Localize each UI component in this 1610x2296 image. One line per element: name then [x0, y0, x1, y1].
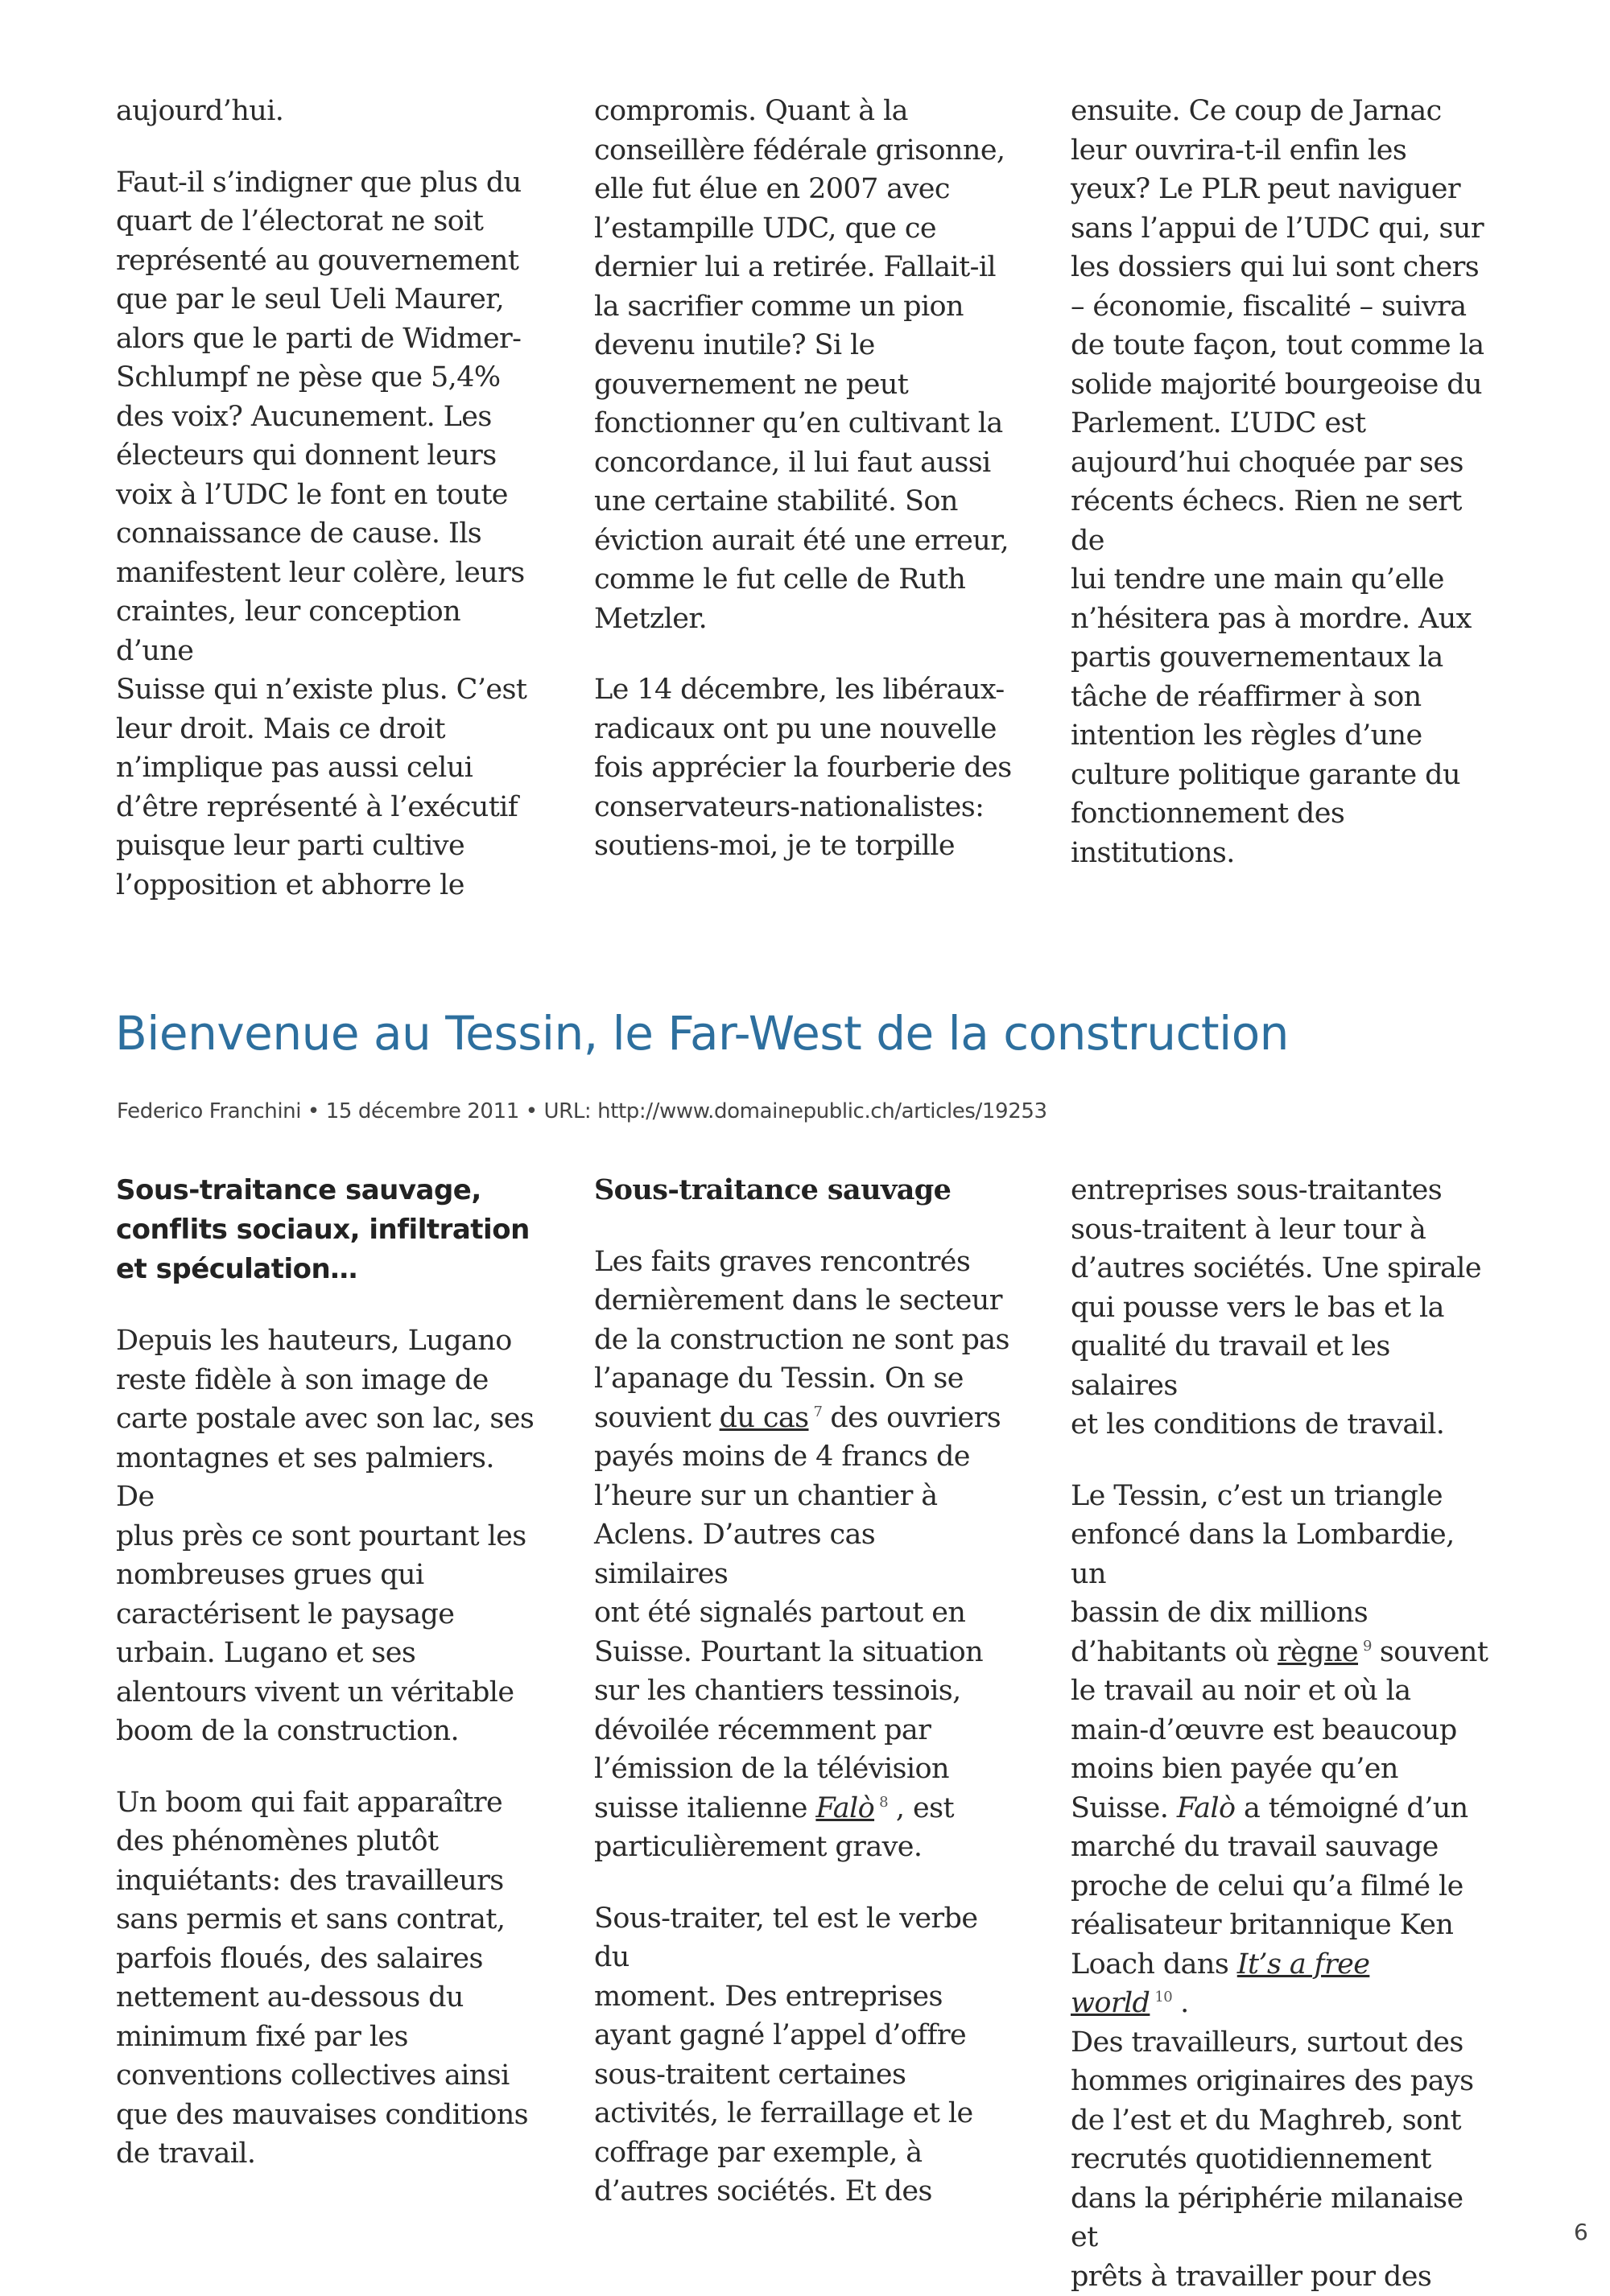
text-run: des ouvriers payés moins de 4 francs de l’heure sur un chantier à Aclens. D’autres cas similaires ont été signalés partout en Suisse. Pourtant la situation sur les chantiers tessinois, dévoilée récemment par l’émission de la télévision suisse italienne: [594, 1402, 1001, 1824]
footnote-marker[interactable]: 7: [814, 1404, 823, 1420]
text-run: souvent le travail au noir et où la main-d’œuvre est beaucoup moins bien payée qu’en Suisse.: [1071, 1636, 1488, 1824]
paragraph: Depuis les hauteurs, Lugano reste fidèle à son image de carte postale avec son lac, ses montagnes et ses palmiers. De plus près ce sont pourtant les nombreuses grues qui caractérisent le paysage urbain. Lugano et ses alentours vivent un véritable boom de la construction.: [116, 1321, 535, 1751]
article-title: Bienvenue au Tessin, le Far-West de la construction: [115, 1003, 1289, 1064]
text-run: , est particulièrement grave.: [594, 1792, 954, 1864]
page-number: 6: [1574, 2219, 1588, 2245]
article-column-1: [116, 1171, 535, 2174]
emphasis-falo: Falò: [1177, 1792, 1236, 1824]
text-run: a témoigné d’un marché du travail sauvage proche de celui qu’a filmé le réalisateur britannique Ken Loach dans: [1071, 1792, 1468, 1981]
paragraph: Faut-il s’indigner que plus du quart de l’électorat ne soit représenté au gouvernement que par le seul Ueli Maurer, alors que le parti de Widmer- Schlumpf ne pèse que 5,4% des voix? Aucunement. Les électeurs qui donnent leurs voix à l’UDC le font en toute connaissance de cause. Ils manifestent leur colère, leurs craintes, leur conception d’une Suisse qui n’existe plus. C’est leur droit. Mais ce droit n’implique pas aussi celui d’être représenté à l’exécutif puisque leur parti cultive l’opposition et abhorre le: [116, 163, 535, 905]
article-byline: Federico Franchini • 15 décembre 2011 • URL: http://www.domainepublic.ch/articles/19253: [117, 1097, 1047, 1126]
footnote-marker[interactable]: 8: [879, 1794, 888, 1811]
footnote-marker[interactable]: 9: [1363, 1638, 1372, 1655]
link-regne[interactable]: règne: [1278, 1636, 1358, 1668]
paragraph: Le 14 décembre, les libéraux- radicaux ont pu une nouvelle fois apprécier la fourberie des conservateurs-nationalistes: soutiens-moi, je te torpille: [594, 670, 1013, 866]
paragraph: aujourd’hui.: [116, 92, 535, 131]
prev-article-column-2: [594, 92, 1013, 866]
link-its-a-free-world[interactable]: It’s a free world: [1071, 1948, 1369, 2020]
paragraph: compromis. Quant à la conseillère fédérale grisonne, elle fut élue en 2007 avec l’estampille UDC, que ce dernier lui a retirée. Fallait-il la sacrifier comme un pion devenu inutile? Si le gouvernement ne peut fonctionner qu’en cultivant la concordance, il lui faut aussi une certaine stabilité. Son éviction aurait été une erreur, comme le fut celle de Ruth Metzler.: [594, 92, 1013, 638]
paragraph: ensuite. Ce coup de Jarnac leur ouvrira-t-il enfin les yeux? Le PLR peut naviguer sans l’appui de l’UDC qui, sur les dossiers qui lui sont chers – économie, fiscalité – suivra de toute façon, tout comme la solide majorité bourgeoise du Parlement. L’UDC est aujourd’hui choquée par ses récents échecs. Rien ne sert de lui tendre une main qu’elle n’hésitera pas à mordre. Aux partis gouvernementaux la tâche de réaffirmer à son intention les règles d’une culture politique garante du fonctionnement des institutions.: [1071, 92, 1489, 872]
section-subheading: Sous-traitance sauvage: [594, 1171, 1013, 1210]
link-falo[interactable]: Falò: [815, 1792, 874, 1824]
paragraph: [1071, 1477, 1489, 2296]
footnote-marker[interactable]: 10: [1154, 1989, 1172, 2005]
article-column-3: [1071, 1171, 1489, 2296]
article-column-2: [594, 1171, 1013, 2211]
article-lead: Sous-traitance sauvage, conflits sociaux, infiltration et spéculation…: [116, 1171, 535, 1289]
paragraph: Sous-traiter, tel est le verbe du moment. Des entreprises ayant gagné l’appel d’offre sous-traitent certaines activités, le ferraillage et le coffrage par exemple, à d’autres sociétés. Et des: [594, 1899, 1013, 2211]
text-run: Le Tessin, c’est un triangle enfoncé dans la Lombardie, un bassin de dix millions d’habitants où: [1071, 1480, 1455, 1668]
prev-article-column-1: [116, 92, 535, 905]
prev-article-column-3: [1071, 92, 1489, 872]
link-du-cas[interactable]: du cas: [720, 1402, 809, 1434]
text-run: Les faits graves rencontrés dernièrement dans le secteur de la construction ne sont pas l’apanage du Tessin. On se souvient: [594, 1246, 1009, 1434]
paragraph: Un boom qui fait apparaître des phénomènes plutôt inquiétants: des travailleurs sans permis et sans contrat, parfois floués, des salaires nettement au-dessous du minimum fixé par les conventions collectives ainsi que des mauvaises conditions de travail.: [116, 1783, 535, 2174]
text-run: . Des travailleurs, surtout des hommes originaires des pays de l’est et du Maghreb, sont recrutés quotidiennement dans la périphérie milanaise et prêts à travailler pour des: [1071, 1987, 1474, 2293]
paragraph: entreprises sous-traitantes sous-traitent à leur tour à d’autres sociétés. Une spirale qui pousse vers le bas et la qualité du travail et les salaires et les conditions de travail.: [1071, 1171, 1489, 1445]
paragraph: [594, 1243, 1013, 1867]
